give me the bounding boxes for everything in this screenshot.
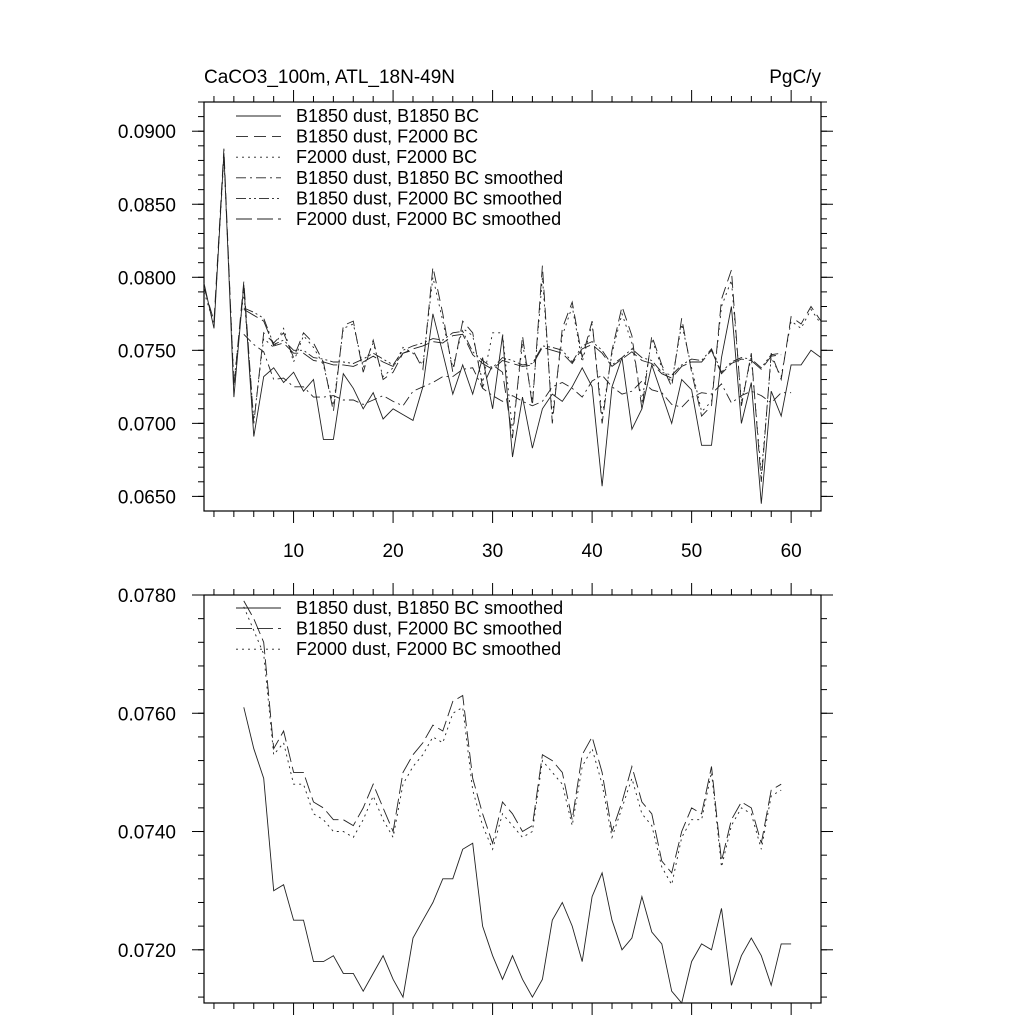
x-tick-label: 40 xyxy=(581,541,603,562)
series-line-4 xyxy=(244,334,791,407)
legend-label-1: B1850 dust, B1850 BC smoothed xyxy=(296,598,564,618)
x-tick-label: 10 xyxy=(282,541,305,562)
y-tick-label: 0.0750 xyxy=(117,341,176,363)
legend-label-3: F2000 dust, F2000 BC xyxy=(296,147,478,168)
y-tick-label: 0.0650 xyxy=(117,487,176,509)
y-tick-label: 0.0740 xyxy=(117,822,176,844)
y-tick-label: 0.0780 xyxy=(117,586,176,607)
units-label: PgC/y xyxy=(769,67,821,88)
legend-label-4: B1850 dust, B1850 BC smoothed xyxy=(296,167,564,188)
y-tick-label: 0.0900 xyxy=(117,122,176,144)
legend-label-5: B1850 dust, F2000 BC smoothed xyxy=(296,188,563,209)
x-tick-label: 20 xyxy=(382,541,404,562)
legend-label-3: F2000 dust, F2000 BC smoothed xyxy=(296,639,562,660)
y-tick-label: 0.0800 xyxy=(117,268,176,290)
y-tick-label: 0.0760 xyxy=(117,704,176,726)
y-tick-label: 0.0850 xyxy=(117,195,176,217)
y-tick-label: 0.0700 xyxy=(117,414,176,436)
chart-title: CaCO3_100m, ATL_18N-49N xyxy=(204,67,455,88)
legend-label-2: B1850 dust, F2000 BC xyxy=(296,126,479,147)
legend-label-2: B1850 dust, F2000 BC smoothed xyxy=(296,618,563,639)
x-tick-label: 50 xyxy=(681,541,703,562)
x-tick-label: 60 xyxy=(780,541,802,562)
x-tick-label: 30 xyxy=(482,541,504,562)
series-line-1 xyxy=(244,707,791,1003)
y-tick-label: 0.0720 xyxy=(117,940,176,962)
legend-label-6: F2000 dust, F2000 BC smoothed xyxy=(296,209,562,229)
legend-label-1: B1850 dust, B1850 BC xyxy=(296,106,480,126)
